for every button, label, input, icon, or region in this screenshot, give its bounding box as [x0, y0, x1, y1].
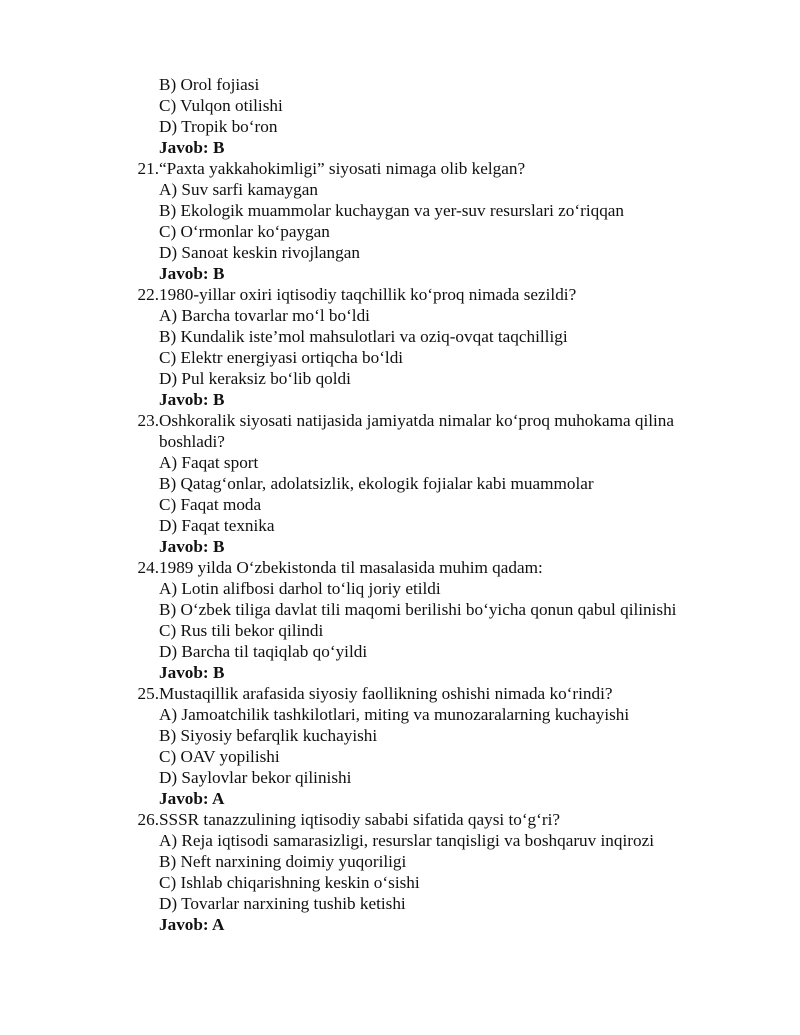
question-21: [0, 158, 800, 284]
option-line: B) Neft narxining doimiy yuqoriligi: [159, 852, 407, 871]
option-line: A) Lotin alifbosi darhol to‘liq joriy etildi: [159, 579, 441, 598]
option-line: C) Faqat moda: [159, 495, 262, 514]
question-number: 26.: [137, 810, 159, 829]
option-line: C) Rus tili bekor qilindi: [159, 621, 324, 640]
option-line: D) Tovarlar narxining tushib ketishi: [159, 894, 406, 913]
question-20-tail: [0, 74, 800, 158]
question-number: 25.: [137, 684, 159, 703]
answer-line: Javob: B: [159, 264, 225, 283]
question-23: [0, 410, 800, 557]
option-line: A) Faqat sport: [159, 453, 259, 472]
question-text: 1989 yilda O‘zbekistonda til masalasida muhim qadam:: [159, 558, 543, 577]
option-line: B) O‘zbek tiliga davlat tili maqomi berilishi bo‘yicha qonun qabul qilinishi: [159, 600, 677, 619]
option-line: C) Vulqon otilishi: [159, 96, 283, 115]
option-line: D) Faqat texnika: [159, 516, 275, 535]
question-text: 1980-yillar oxiri iqtisodiy taqchillik ko‘proq nimada sezildi?: [159, 285, 577, 304]
answer-line: Javob: A: [159, 789, 225, 808]
question-number: 24.: [137, 558, 159, 577]
option-line: A) Barcha tovarlar mo‘l bo‘ldi: [159, 306, 370, 325]
option-line: C) Elektr energiyasi ortiqcha bo‘ldi: [159, 348, 404, 367]
question-text: Mustaqillik arafasida siyosiy faollikning oshishi nimada ko‘rindi?: [159, 684, 613, 703]
option-line: B) Ekologik muammolar kuchaygan va yer-suv resurslari zo‘riqqan: [159, 201, 625, 220]
option-line: A) Suv sarfi kamaygan: [159, 180, 318, 199]
answer-line: Javob: A: [159, 915, 225, 934]
option-line: A) Reja iqtisodi samarasizligi, resurslar tanqisligi va boshqaruv inqirozi: [159, 831, 654, 850]
question-number: 22.: [137, 285, 159, 304]
option-line: D) Saylovlar bekor qilinishi: [159, 768, 352, 787]
question-line: [0, 158, 800, 179]
question-line: [0, 410, 800, 431]
question-text: Oshkoralik siyosati natijasida jamiyatda nimalar ko‘proq muhokama qilina: [159, 411, 675, 430]
option-line: C) O‘rmonlar ko‘paygan: [159, 222, 330, 241]
question-26: [0, 809, 800, 935]
question-text: “Paxta yakkahokimligi” siyosati nimaga olib kelgan?: [159, 159, 526, 178]
question-number: 21.: [137, 159, 159, 178]
option-line: B) Orol fojiasi: [159, 75, 260, 94]
question-25: [0, 683, 800, 809]
option-line: D) Pul keraksiz bo‘lib qoldi: [159, 369, 351, 388]
option-line: C) Ishlab chiqarishning keskin o‘sishi: [159, 873, 420, 892]
option-line: D) Tropik bo‘ron: [159, 117, 278, 136]
question-line: [0, 557, 800, 578]
answer-line: Javob: B: [159, 663, 225, 682]
question-number: 23.: [137, 411, 159, 430]
option-line: B) Kundalik iste’mol mahsulotlari va oziq-ovqat taqchilligi: [159, 327, 568, 346]
answer-line: Javob: B: [159, 138, 225, 157]
answer-line: Javob: B: [159, 390, 225, 409]
option-line: B) Siyosiy befarqlik kuchayishi: [159, 726, 378, 745]
question-text-continued: boshladi?: [159, 432, 225, 451]
question-line: [0, 809, 800, 830]
question-text: SSSR tanazzulining iqtisodiy sababi sifatida qaysi to‘g‘ri?: [159, 810, 560, 829]
option-line: D) Barcha til taqiqlab qo‘yildi: [159, 642, 368, 661]
question-line: [0, 683, 800, 704]
document-page: [0, 74, 800, 935]
answer-line: Javob: B: [159, 537, 225, 556]
option-line: B) Qatag‘onlar, adolatsizlik, ekologik fojialar kabi muammolar: [159, 474, 594, 493]
option-line: C) OAV yopilishi: [159, 747, 280, 766]
question-line: [0, 284, 800, 305]
question-24: [0, 557, 800, 683]
option-line: D) Sanoat keskin rivojlangan: [159, 243, 360, 262]
question-22: [0, 284, 800, 410]
option-line: A) Jamoatchilik tashkilotlari, miting va munozaralarning kuchayishi: [159, 705, 630, 724]
